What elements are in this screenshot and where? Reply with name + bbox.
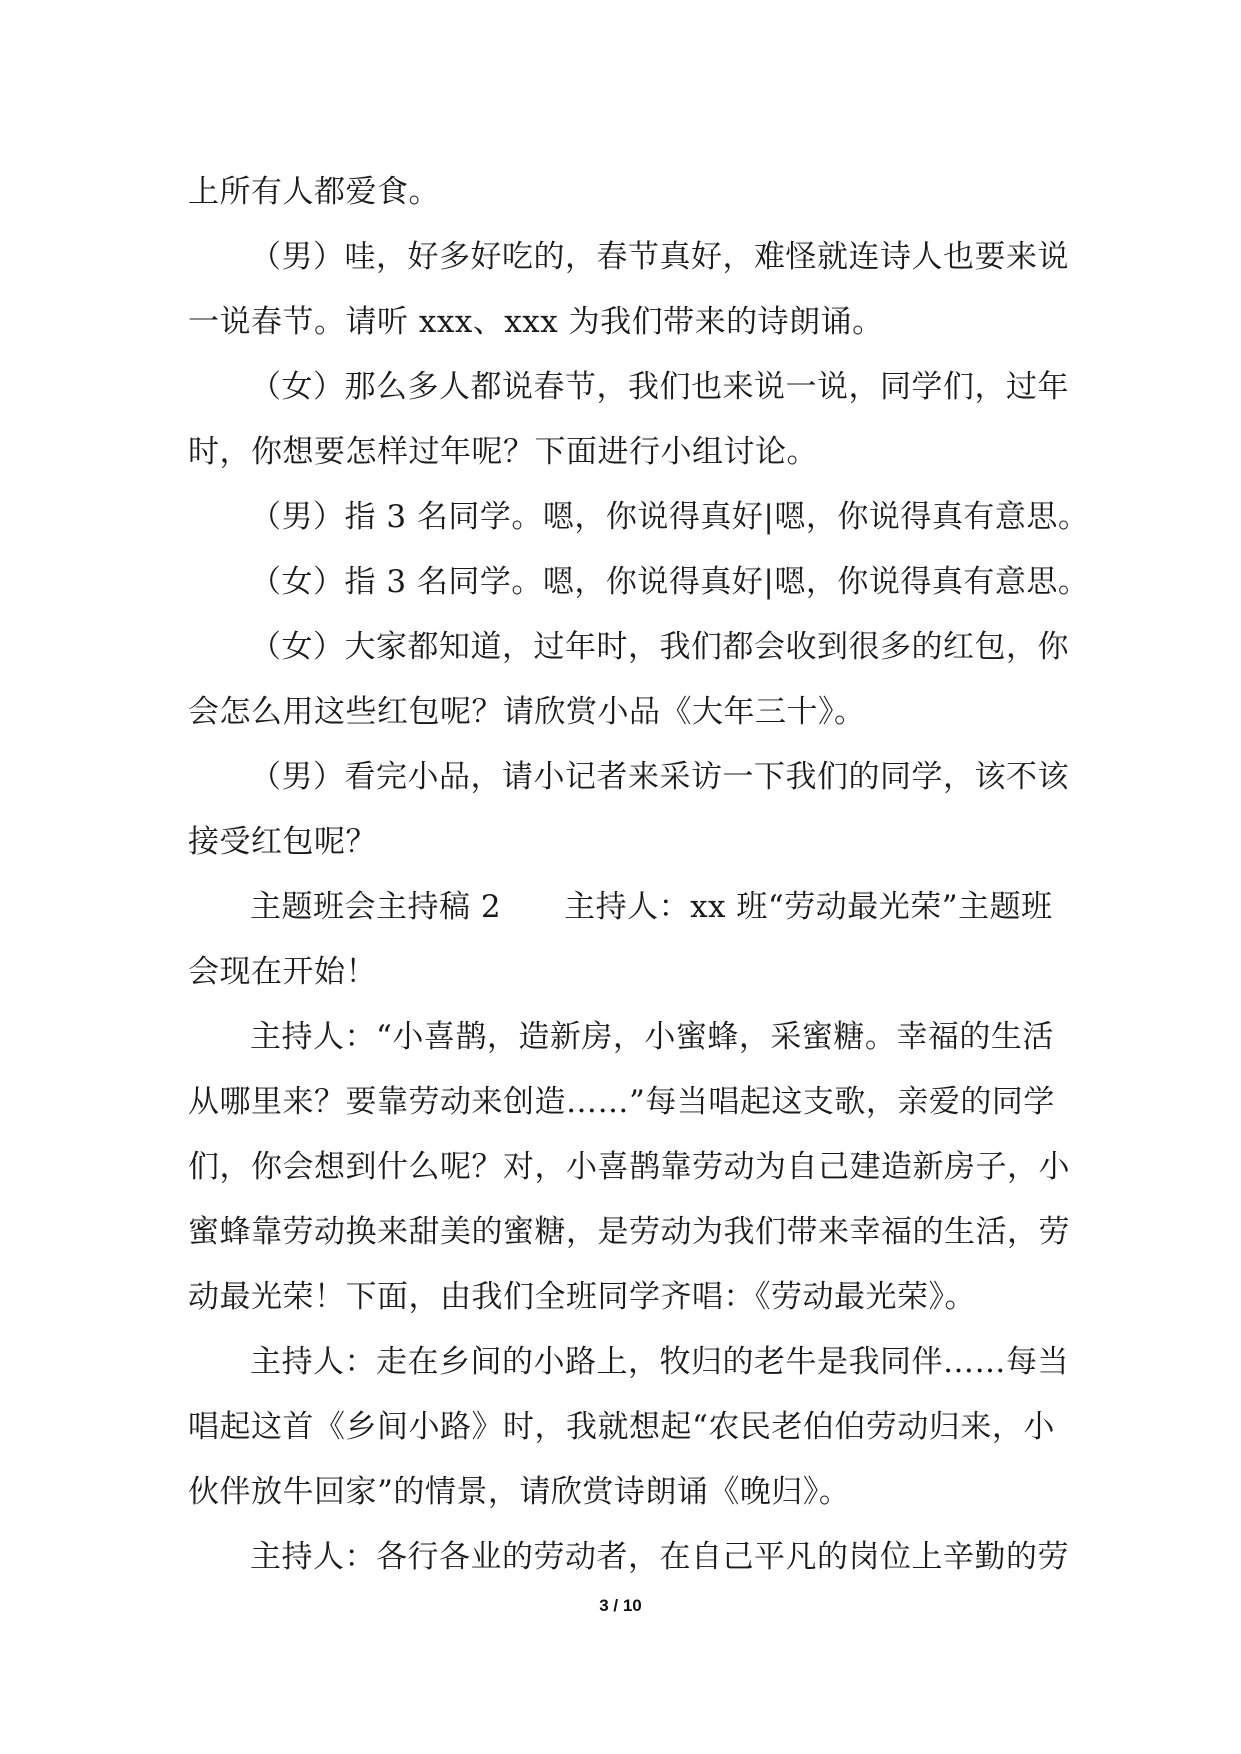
text-line: 接受红包呢？ [188,824,377,860]
text-line: 们，你会想到什么呢？对，小喜鹊靠劳动为自己建造新房子，小 [188,1149,1070,1185]
text-line: 从哪里来？要靠劳动来创造……”每当唱起这支歌，亲爱的同学 [188,1084,1055,1120]
page-number: 3 / 10 [599,1596,642,1615]
text-line: 上所有人都爱食。 [188,174,440,210]
text-line: （男）哇，好多好吃的，春节真好，难怪就连诗人也要来说 [250,239,1069,275]
text-line: 主题班会主持稿 2 主持人：xx 班“劳动最光荣”主题班 [250,889,1053,925]
text-line: 会现在开始！ [188,954,377,990]
text-line: 一说春节。请听 xxx、xxx 为我们带来的诗朗诵。 [188,304,884,340]
text-line: （男）指 3 名同学。嗯，你说得真好|嗯，你说得真有意思。 [250,499,1090,535]
document-body [188,160,1090,1590]
text-line: 主持人：各行各业的劳动者，在自己平凡的岗位上辛勤的劳 [250,1539,1069,1575]
text-line: （女）指 3 名同学。嗯，你说得真好|嗯，你说得真有意思。 [250,564,1090,600]
text-line: （男）看完小品，请小记者来采访一下我们的同学，该不该 [250,759,1069,795]
text-line: 唱起这首《乡间小路》时，我就想起“农民老伯伯劳动归来，小 [188,1409,1055,1445]
text-line: 动最光荣！下面，由我们全班同学齐唱：《劳动最光荣》。 [188,1279,976,1315]
text-line: 伙伴放牛回家”的情景，请欣赏诗朗诵《晚归》。 [188,1474,851,1510]
text-line: （女）那么多人都说春节，我们也来说一说，同学们，过年 [250,369,1069,405]
text-line: 主持人：走在乡间的小路上，牧归的老牛是我同伴……每当 [250,1344,1069,1380]
text-line: 主持人：“小喜鹊，造新房，小蜜蜂，采蜜糖。幸福的生活 [250,1019,1054,1055]
text-line: 会怎么用这些红包呢？请欣赏小品《大年三十》。 [188,694,866,730]
text-line: 时，你想要怎样过年呢？下面进行小组讨论。 [188,434,818,470]
text-line: （女）大家都知道，过年时，我们都会收到很多的红包，你 [250,629,1069,665]
text-line: 蜜蜂靠劳动换来甜美的蜜糖，是劳动为我们带来幸福的生活，劳 [188,1214,1070,1250]
